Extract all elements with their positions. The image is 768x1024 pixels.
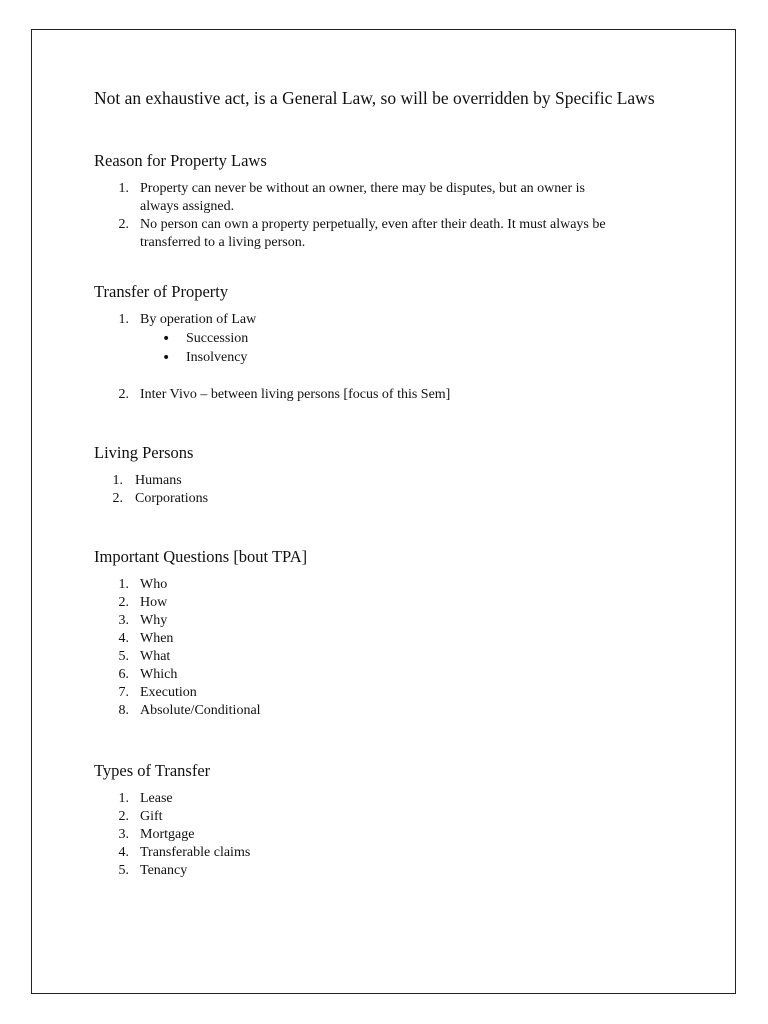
list-text: Who [140,577,168,592]
list-number: 2. [118,809,129,824]
list-text: What [140,649,171,664]
bullet-text: Succession [186,331,249,346]
intro-text: Not an exhaustive act, is a General Law, so will be overridden by Specific Laws [94,88,655,108]
list-text-continuation: always assigned. [140,199,235,214]
list-number: 1. [118,577,129,592]
bullet-icon: • [162,350,171,366]
list-text: Execution [140,685,197,700]
list-number: 2. [112,491,123,506]
list-number: 5. [118,649,129,664]
list-number: 6. [118,667,129,682]
list-number: 7. [118,685,129,700]
list-number: 1. [112,473,123,488]
list-number: 3. [118,827,129,842]
list-text: Humans [135,473,182,488]
list-text: Inter Vivo – between living persons [focus of this Sem] [140,387,451,402]
list-text: Property can never be without an owner, there may be disputes, but an owner is [140,181,585,196]
list-text: By operation of Law [140,312,257,327]
section-heading-transfer: Transfer of Property [94,282,229,301]
list-text: Transferable claims [140,845,251,860]
document-page [31,29,736,994]
section-heading-living: Living Persons [94,443,194,462]
list-number: 4. [118,845,129,860]
list-text: Tenancy [140,863,188,878]
list-number: 1. [118,791,129,806]
list-text: Which [140,667,178,682]
list-number: 2. [118,387,129,402]
list-number: 5. [118,863,129,878]
list-text: Lease [140,791,173,806]
list-number: 2. [118,217,129,232]
list-text: When [140,631,174,646]
list-number: 4. [118,631,129,646]
section-heading-reason: Reason for Property Laws [94,151,267,170]
list-text: Absolute/Conditional [140,703,261,718]
list-number: 1. [118,312,129,327]
list-text-continuation: transferred to a living person. [140,235,306,250]
list-number: 1. [118,181,129,196]
list-number: 2. [118,595,129,610]
list-text: How [140,595,168,610]
list-number: 8. [118,703,129,718]
list-text: Gift [140,809,163,824]
list-number: 3. [118,613,129,628]
section-heading-types: Types of Transfer [94,761,211,780]
list-text: Why [140,613,168,628]
section-heading-questions: Important Questions [bout TPA] [94,547,308,566]
list-text: Corporations [135,491,209,506]
bullet-icon: • [162,331,171,347]
list-text: No person can own a property perpetually, even after their death. It must always be [140,217,606,232]
list-text: Mortgage [140,827,195,842]
bullet-text: Insolvency [186,350,248,365]
